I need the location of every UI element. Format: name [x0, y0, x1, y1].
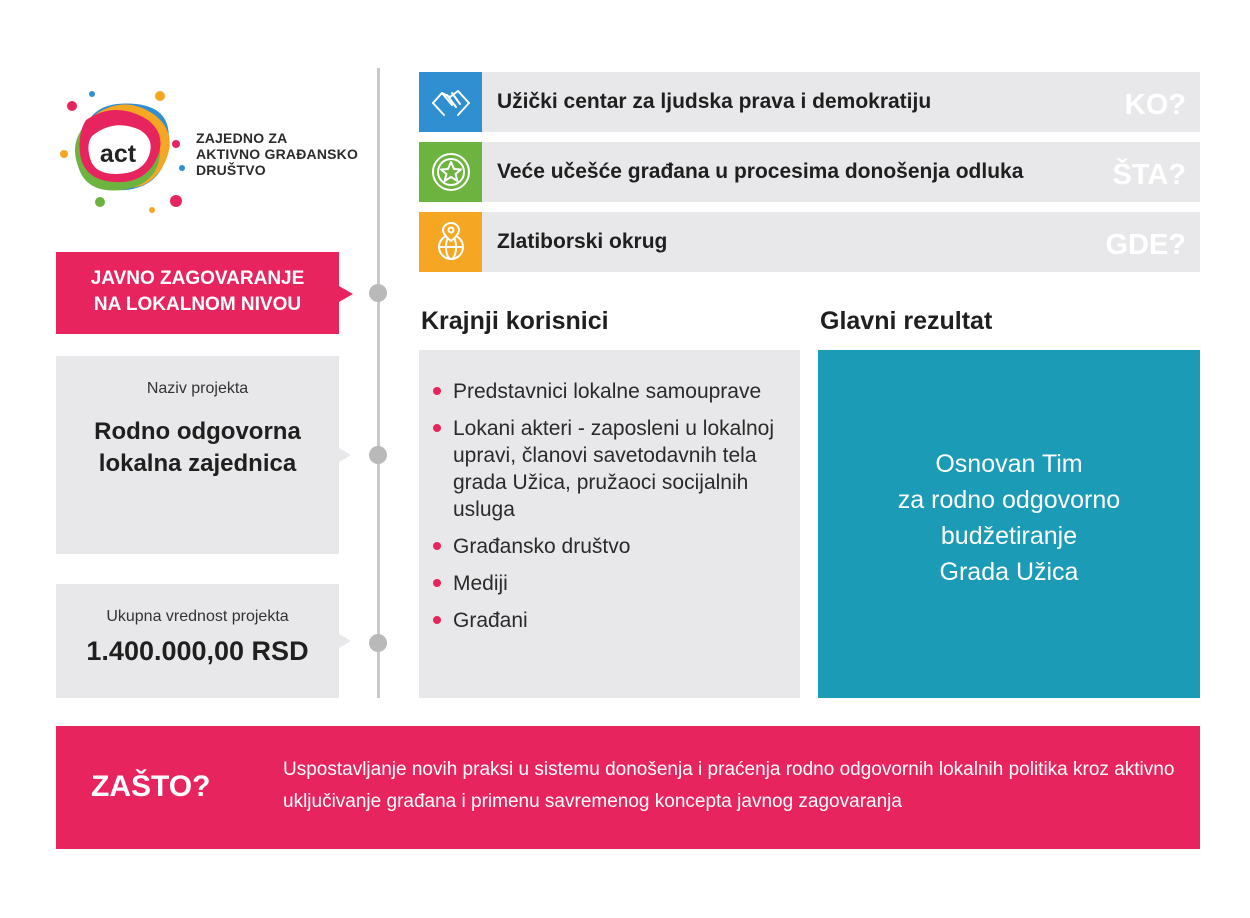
handshake-icon: [419, 72, 482, 132]
result-line: Osnovan Tim: [935, 450, 1083, 478]
list-item: Mediji: [433, 570, 784, 597]
act-logo-mark: [56, 86, 196, 216]
result-line: za rodno odgovorno: [897, 486, 1121, 514]
logo-mark-text: act: [99, 140, 137, 168]
beneficiaries-title: Krajnji korisnici: [421, 307, 609, 335]
list-item: Građani: [433, 607, 784, 634]
project-name-box: [56, 356, 339, 554]
logo-line: ZAJEDNO ZA: [196, 130, 288, 146]
result-title: Glavni rezultat: [820, 307, 993, 335]
info-row-who: [419, 72, 1200, 132]
result-panel: [818, 350, 1200, 698]
project-name-label: Naziv projekta: [146, 380, 249, 397]
info-row-what: [419, 142, 1200, 202]
timeline-dot: [369, 284, 387, 302]
project-total-label: Ukupna vrednost projekta: [106, 608, 289, 625]
beneficiaries-list: [433, 378, 784, 634]
list-item: Lokani akteri - zaposleni u lokalnoj upravi, članovi savetodavnih tela grada Užica, pružaoci socijalnih usluga: [433, 415, 784, 523]
timeline-dot: [369, 634, 387, 652]
info-row-text: Užički centar za ljudska prava i demokratiju: [497, 90, 932, 113]
why-text: Uspostavljanje novih praksi u sistemu donošenja i praćenja rodno odgovornih lokalnih politika kroz aktivno uključivanje građana i primenu savremenog koncepta javnog zagovaranja: [283, 759, 1175, 812]
timeline-line: [377, 68, 380, 698]
project-total-value: 1.400.000,00 RSD: [86, 636, 309, 666]
beneficiaries-panel: [419, 350, 800, 698]
why-label: ZAŠTO?: [91, 770, 211, 803]
info-row-where: [419, 212, 1200, 272]
project-name-value: Rodno odgovorna lokalna zajednica: [94, 418, 301, 477]
logo-tagline: [196, 130, 358, 178]
result-line: Grada Užica: [939, 558, 1079, 586]
category-line: JAVNO ZAGOVARANJE: [90, 268, 305, 289]
category-line: NA LOKALNOM NIVOU: [93, 294, 302, 315]
project-total-box: [56, 584, 339, 698]
globe-pin-icon: [419, 212, 482, 272]
list-item: Građansko društvo: [433, 533, 784, 560]
logo-line: AKTIVNO GRAĐANSKO: [196, 146, 359, 162]
why-banner: [56, 726, 1200, 849]
result-line: budžetiranje: [940, 522, 1078, 550]
info-row-text: Veće učešće građana u procesima donošenja odluka: [497, 160, 1024, 183]
info-row-tag: ŠTA?: [1112, 159, 1186, 191]
star-badge-icon: [419, 142, 482, 202]
logo-line: DRUŠTVO: [196, 162, 266, 178]
list-item: Predstavnici lokalne samouprave: [433, 378, 784, 405]
info-row-tag: GDE?: [1105, 229, 1186, 261]
timeline-dot: [369, 446, 387, 464]
info-row-text: Zlatiborski okrug: [497, 230, 668, 253]
act-logo: [56, 86, 359, 216]
info-row-tag: KO?: [1124, 89, 1186, 121]
category-banner: [56, 252, 339, 334]
